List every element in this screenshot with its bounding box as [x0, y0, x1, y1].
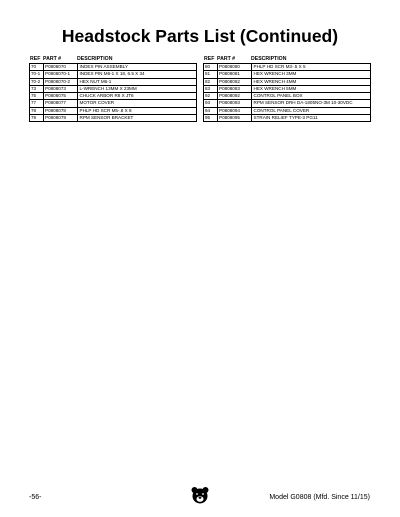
part-number-cell: P0808075 [44, 93, 78, 99]
table-row [204, 92, 370, 99]
ref-header: REF [30, 56, 41, 62]
ref-cell: 95 [204, 115, 218, 121]
ref-cell: 78 [30, 108, 44, 114]
table-row [204, 64, 370, 70]
part-number-cell: P0808083 [218, 86, 252, 92]
part-number-cell: P0808093 [218, 100, 252, 106]
table-body [203, 63, 371, 122]
description-cell: INDEX PIN M6-1 X 18, 6.5 X 34 [79, 71, 145, 77]
part-number-cell: P0808077 [44, 100, 78, 106]
ref-cell: 70-2 [30, 79, 44, 85]
part-number-cell: P0808079 [44, 115, 78, 121]
model-info: Model G0808 (Mfd. Since 11/15) [269, 494, 370, 501]
description-cell: INDEX PIN ASSEMBLY [79, 64, 128, 69]
ref-cell: 70-1 [30, 71, 44, 77]
parts-table-left [29, 55, 197, 122]
table-row [204, 78, 370, 85]
description-cell: PHLP HD SCR M5-.8 X 8 [79, 107, 132, 113]
description-cell: CONTROL PANEL BOX [253, 93, 303, 99]
part-number-cell: P0808073 [44, 86, 78, 92]
bear-head-icon [190, 485, 210, 505]
part-number-cell: P0808070-1 [44, 71, 78, 77]
part-header: PART # [217, 56, 236, 62]
page-number: -56- [29, 494, 42, 501]
part-number-cell: P0808070-2 [44, 79, 78, 85]
table-row [204, 85, 370, 92]
description-cell: STRAIN RELIEF TYPE-3 PG11 [253, 115, 318, 121]
ref-cell: 70 [30, 64, 44, 70]
description-cell: HEX WRENCH 4MM [253, 78, 297, 84]
table-row [30, 107, 196, 114]
description-cell: PHLP HD SCR M3-.5 X 5 [253, 64, 306, 69]
part-number-cell: P0808082 [218, 79, 252, 85]
part-number-cell: P0808094 [218, 108, 252, 114]
table-row [30, 64, 196, 70]
part-header: PART # [43, 56, 62, 62]
table-row [30, 85, 196, 92]
page-title: Headstock Parts List (Continued) [61, 26, 339, 46]
ref-cell: 81 [204, 71, 218, 77]
description-header: DESCRIPTION [77, 56, 113, 62]
table-row [204, 107, 370, 114]
table-row [30, 78, 196, 85]
ref-cell: 75 [30, 93, 44, 99]
table-row [30, 114, 196, 121]
part-number-cell: P0808080 [218, 64, 252, 70]
table-row [30, 99, 196, 106]
description-cell: CONTROL PANEL COVER [253, 107, 310, 113]
description-cell: HEX NUT M6-1 [79, 78, 112, 84]
ref-cell: 92 [204, 93, 218, 99]
parts-table-right [203, 55, 371, 122]
description-cell: RPM SENSOR BRACKET [79, 115, 134, 121]
table-header [29, 55, 197, 63]
ref-cell: 79 [30, 115, 44, 121]
table-header [203, 55, 371, 63]
ref-cell: 93 [204, 100, 218, 106]
part-number-cell: P0808095 [218, 115, 252, 121]
part-number-cell: P0808081 [218, 71, 252, 77]
description-cell: MOTOR COVER [79, 100, 115, 106]
part-number-cell: P0808070 [44, 64, 78, 70]
part-number-cell: P0808092 [218, 93, 252, 99]
table-row [30, 92, 196, 99]
table-row [204, 114, 370, 121]
ref-cell: 80 [204, 64, 218, 70]
description-cell: HEX WRENCH 3MM [253, 71, 297, 77]
table-row [30, 70, 196, 77]
description-cell: HEX WRENCH 5MM [253, 85, 297, 91]
description-header: DESCRIPTION [251, 56, 287, 62]
description-cell: L-WRENCH 13MM X 23MM [79, 85, 137, 91]
ref-cell: 77 [30, 100, 44, 106]
ref-cell: 82 [204, 79, 218, 85]
description-cell: RPM SENSOR DRH DA-1805NO-3M 10-30VDC [253, 100, 353, 106]
ref-cell: 73 [30, 86, 44, 92]
ref-header: REF [204, 56, 215, 62]
description-cell: CHUCK ARBOR R8 X JT6 [79, 93, 134, 99]
ref-cell: 83 [204, 86, 218, 92]
table-row [204, 99, 370, 106]
ref-cell: 94 [204, 108, 218, 114]
table-row [204, 70, 370, 77]
part-number-cell: P0808078 [44, 108, 78, 114]
table-body [29, 63, 197, 122]
